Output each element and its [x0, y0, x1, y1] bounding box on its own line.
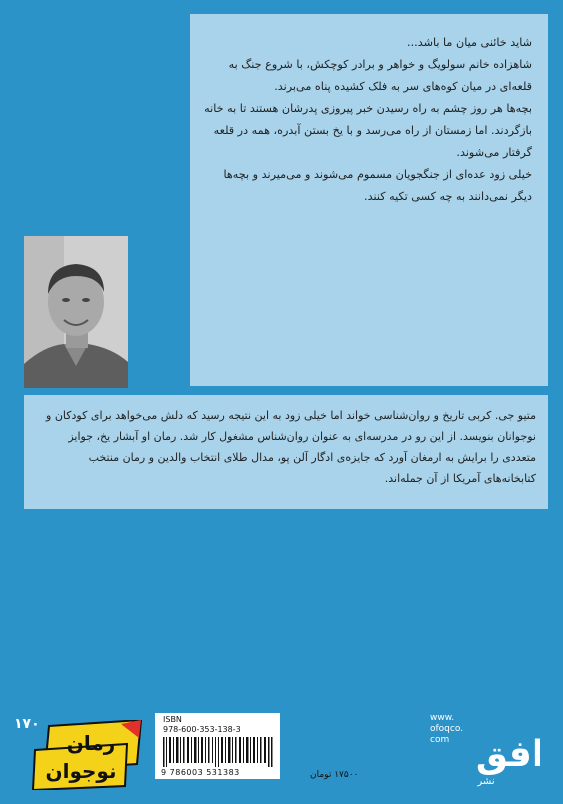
website-line-3: com	[430, 735, 450, 745]
author-portrait-image	[24, 236, 128, 388]
blurb-line-tagline: شاید خائنی میان ما باشد...	[407, 36, 532, 49]
website-line-2: ofoqco.	[430, 724, 464, 734]
publisher-website	[430, 713, 463, 746]
series-logo	[29, 720, 145, 790]
page-number: ۱۷۰	[14, 716, 40, 732]
blurb-line-2: بچه‌ها هر روز چشم به راه رسیدن خبر پیروزی پدرشان هستند تا به خانه بازگردند. اما زمستان از راه می‌رسد و با یخ بستن آبدره، همه در قلعه گرفتار می‌شوند.	[204, 102, 532, 159]
blurb-text	[190, 14, 548, 208]
series-logo-graphic	[29, 720, 145, 790]
author-photo	[24, 236, 128, 388]
blurb-line-1: شاهزاده خانم سولویگ و خواهر و برادر کوچکش، با شروع جنگ به قلعه‌ای در میان کوه‌های سر به فلک کشیده پناه می‌برند.	[228, 58, 532, 93]
publisher-sub: نشر	[477, 776, 495, 787]
isbn-label: ISBN	[163, 715, 182, 724]
website-line-1: www.	[430, 713, 455, 723]
blurb-panel	[190, 14, 548, 386]
isbn-number: 978-600-353-138-3	[163, 725, 241, 734]
publisher-name: افق	[475, 734, 540, 775]
author-bio-panel	[24, 395, 548, 509]
author-bio-text: متیو جی. کربی تاریخ و روان‌شناسی خواند اما خیلی زود به این نتیجه رسید که دلش می‌خواهد برای کودکان و نوجوانان بنویسد. از این رو در مدرسه‌ای به عنوان روان‌شناس مشغول کار شد. رمان او آبشار یخ، جوایز متعددی را برایش به ارمغان آورد که جایزه‌ی ادگار آلن پو، مدال طلای انتخاب والدین و رمان منتخب کتابخانه‌های آمریکا از آن جمله‌اند.	[46, 409, 536, 485]
barcode-digits: 9 786003 531383	[161, 768, 240, 777]
publisher-logo-graphic	[470, 722, 540, 790]
series-logo-line2: نوجوان	[45, 759, 117, 783]
barcode-image	[163, 737, 273, 767]
blurb-line-3: خیلی زود عده‌ای از جنگجویان مسموم می‌شوند و می‌میرند و بچه‌ها دیگر نمی‌دانند به چه کسی تکیه کنند.	[223, 168, 532, 203]
isbn-barcode-box	[155, 713, 280, 779]
series-logo-line1: رمان	[66, 731, 116, 755]
publisher-logo	[470, 722, 540, 790]
price-label: ۱۷۵۰۰ تومان	[310, 770, 359, 780]
